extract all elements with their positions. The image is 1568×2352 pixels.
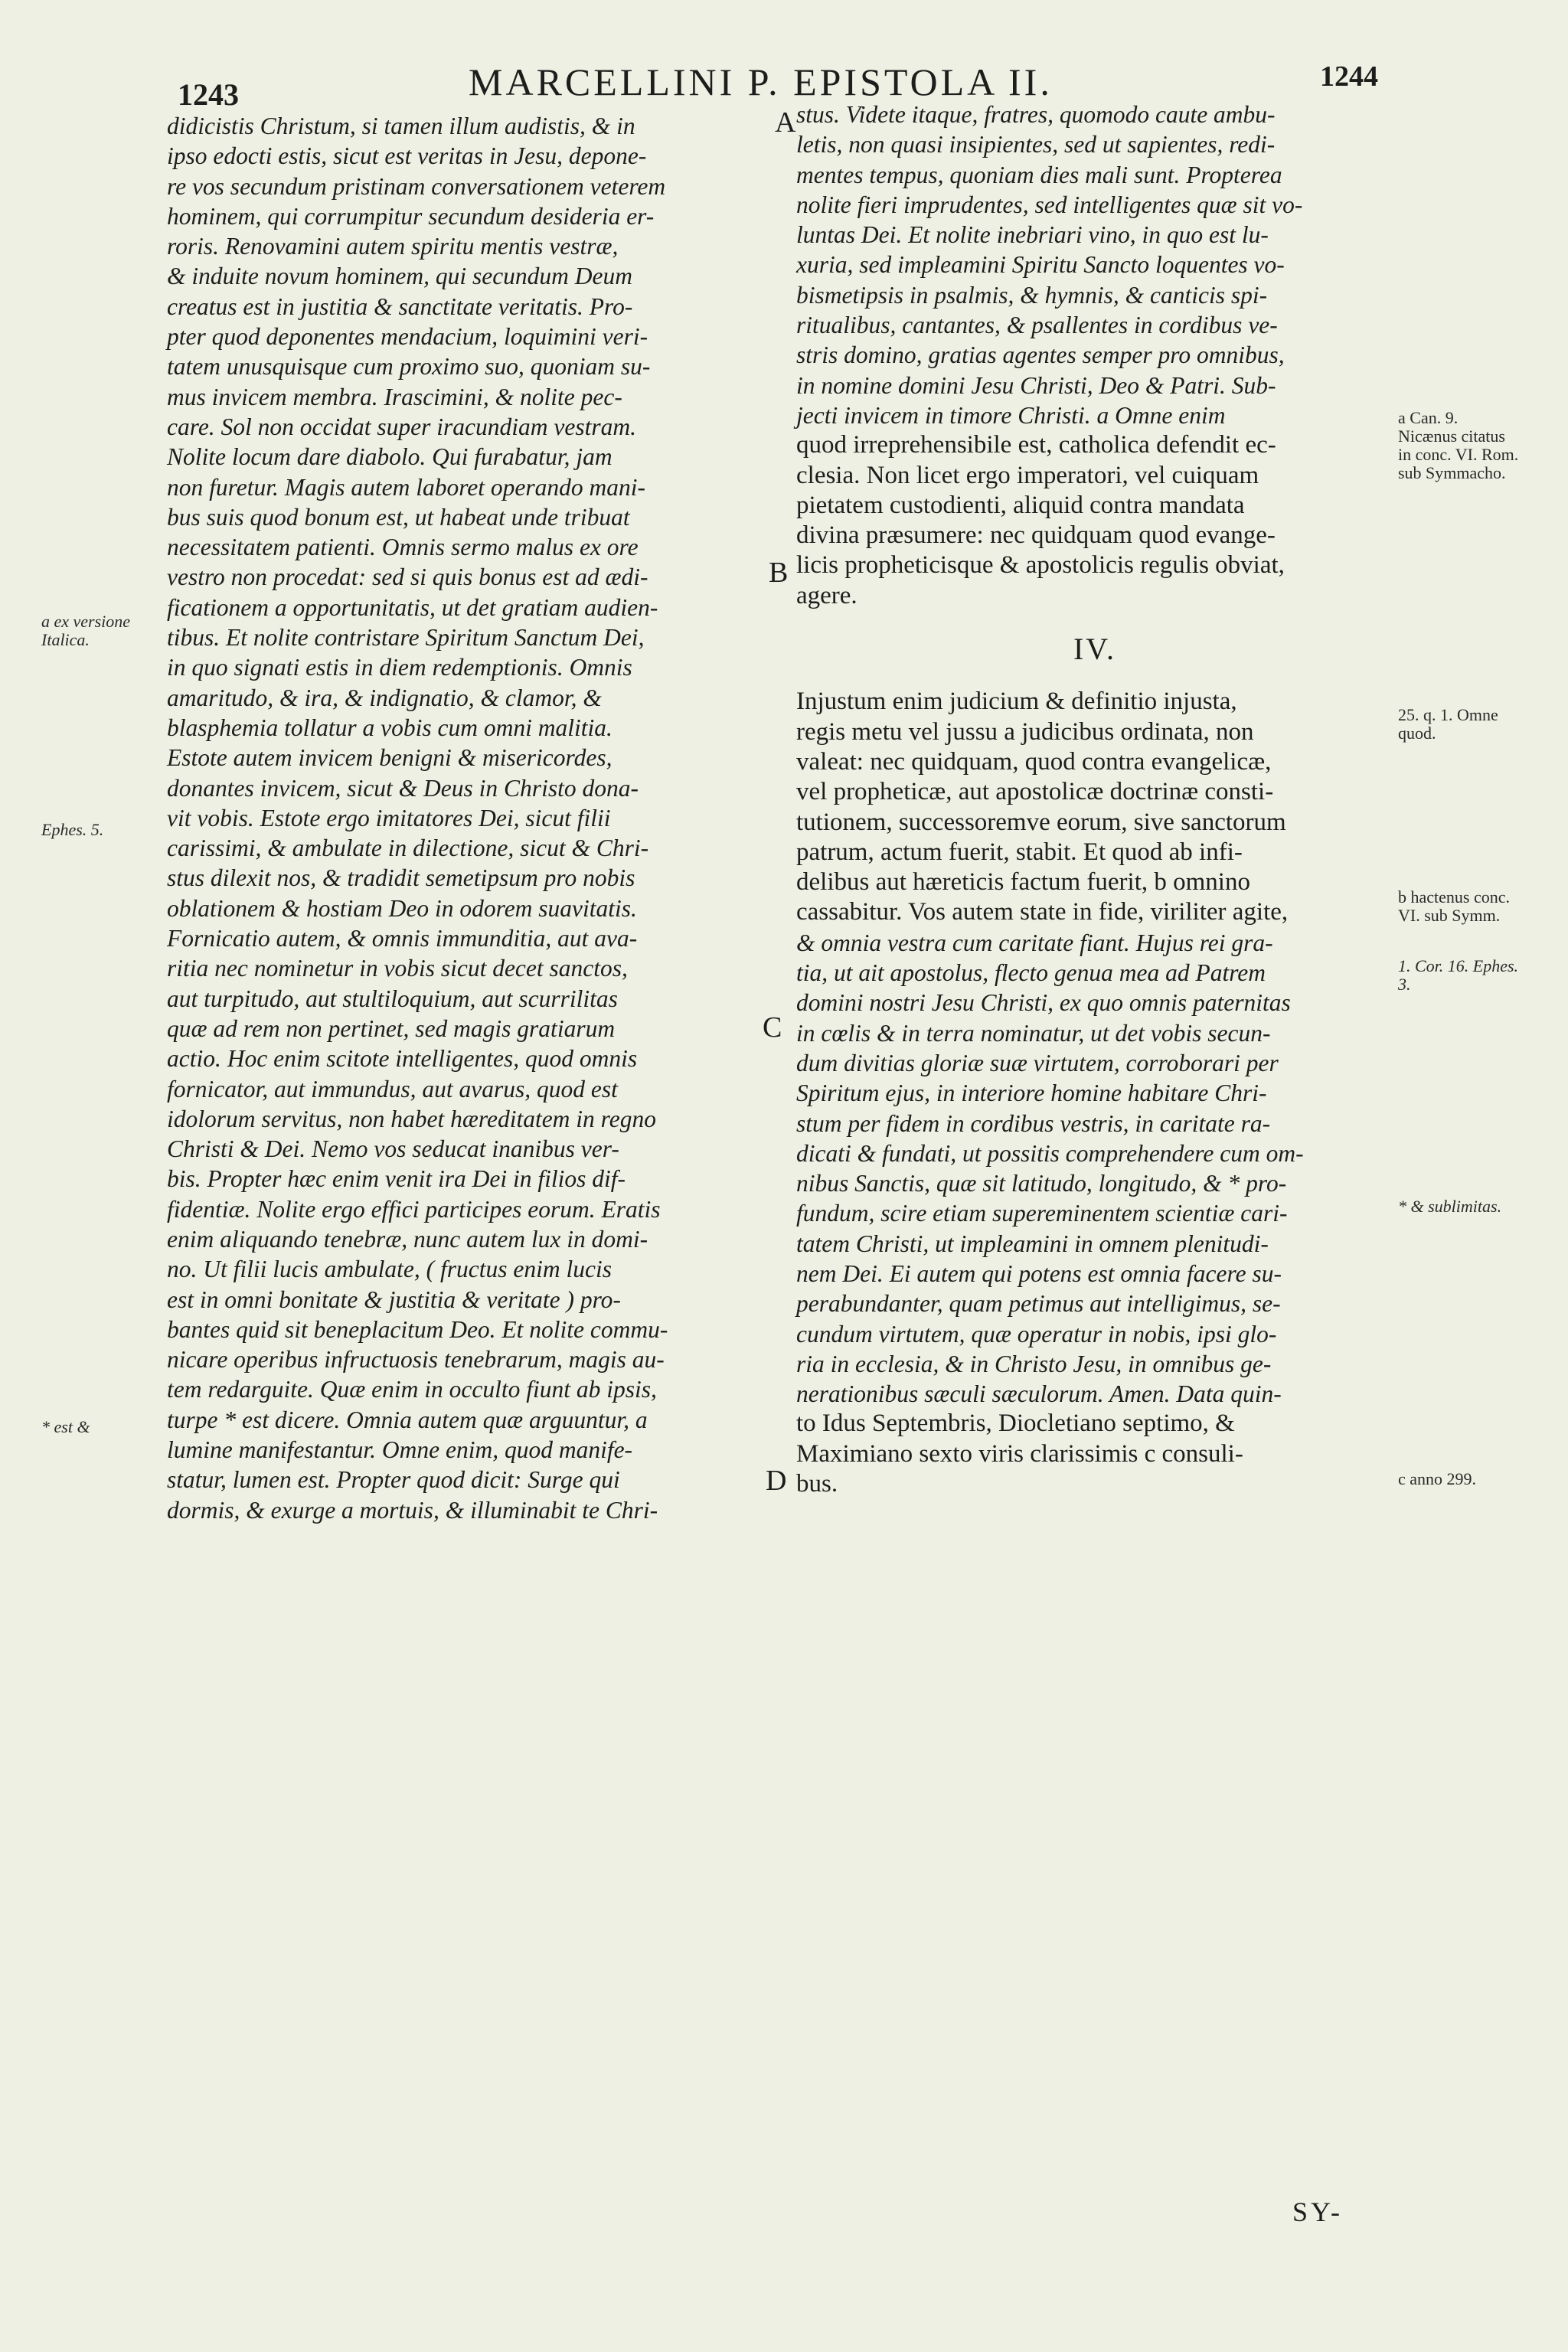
text-line: regis metu vel jussu a judicibus ordinata, non (796, 717, 1254, 746)
text-line: ficationem a opportunitatis, ut det gratiam audien- (167, 593, 658, 621)
text-line: quod irreprehensibile est, catholica defendit ec- (796, 431, 1276, 459)
text-line: aut turpitudo, aut stultiloquium, aut scurrilitas (167, 985, 618, 1012)
text-line: vit vobis. Estote ergo imitatores Dei, sicut filii (167, 804, 611, 831)
right-column-part-b (796, 687, 1393, 1499)
section-marker-a: A (775, 106, 796, 139)
text-line: nem Dei. Ei autem qui potens est omnia facere su- (796, 1259, 1282, 1287)
text-line: cassabitur. Vos autem state in fide, viriliter agite, (796, 898, 1289, 926)
text-line: tibus. Et nolite contristare Spiritum Sanctum Dei, (167, 624, 645, 652)
text-line: est in omni bonitate & justitia & veritate ) pro- (167, 1285, 621, 1313)
text-line: valeat: nec quidquam, quod contra evangelicæ, (796, 747, 1272, 776)
text-line: fidentiæ. Nolite ergo effici participes eorum. Eratis (167, 1195, 661, 1223)
text-line: bus suis quod bonum est, ut habeat unde tribuat (167, 503, 630, 531)
text-line: lumine manifestantur. Omne enim, quod manife- (167, 1436, 633, 1464)
text-line: pietatem custodienti, aliquid contra mandata (796, 491, 1245, 519)
text-line: mus invicem membra. Irascimini, & nolite pec- (167, 383, 622, 410)
text-line: clesia. Non licet ergo imperatori, vel cuiquam (796, 461, 1259, 489)
right-column (796, 100, 1393, 1499)
text-line: donantes invicem, sicut & Deus in Christo dona- (167, 774, 639, 802)
left-column (167, 111, 772, 1525)
text-line: dormis, & exurge a mortuis, & illuminabit te Chri- (167, 1496, 658, 1524)
text-line: stus. Videte itaque, fratres, quomodo caute ambu- (796, 101, 1276, 128)
text-line: carissimi, & ambulate in dilectione, sicut & Chri- (167, 835, 649, 862)
text-line: bis. Propter hæc enim venit ira Dei in filios dif- (167, 1165, 626, 1193)
text-line: patrum, actum fuerit, stabit. Et quod ab infi- (796, 838, 1243, 866)
text-line: ritia nec nominetur in vobis sicut decet sanctos, (167, 955, 628, 982)
text-line: perabundanter, quam petimus aut intelligimus, se- (796, 1290, 1281, 1318)
text-line: dicati & fundati, ut possitis comprehendere cum om- (796, 1139, 1304, 1167)
text-line: vestro non procedat: sed si quis bonus est ad ædi- (167, 564, 648, 591)
text-line: in nomine domini Jesu Christi, Deo & Patri. Sub- (796, 371, 1276, 399)
right-column-part-a (796, 100, 1393, 611)
margin-note-left-a: a ex versione Italica. (41, 612, 131, 649)
text-line: Maximiano sexto viris clarissimis c consuli- (796, 1439, 1243, 1468)
text-line: no. Ut filii lucis ambulate, ( fructus enim lucis (167, 1256, 612, 1283)
text-line: fornicator, aut immundus, aut avarus, quod est (167, 1075, 618, 1102)
text-line: dum divitias gloriæ suæ virtutem, corroborari per (796, 1049, 1279, 1076)
text-line: idolorum servitus, non habet hæreditatem in regno (167, 1105, 656, 1132)
text-line: necessitatem patienti. Omnis sermo malus ex ore (167, 534, 639, 561)
page-number-left: 1243 (178, 77, 239, 112)
section-marker-d: D (766, 1465, 787, 1497)
text-line: amaritudo, & ira, & indignatio, & clamor, & (167, 684, 602, 711)
text-line: re vos secundum pristinam conversationem veterem (167, 172, 666, 200)
text-line: ria in ecclesia, & in Christo Jesu, in omnibus ge- (796, 1350, 1272, 1377)
text-line: nolite fieri imprudentes, sed intelligentes quæ sit vo- (796, 191, 1303, 218)
text-line: Spiritum ejus, in interiore homine habitare Chri- (796, 1080, 1267, 1107)
text-line: statur, lumen est. Propter quod dicit: Surge qui (167, 1466, 620, 1494)
text-line: tia, ut ait apostolus, flecto genua mea ad Patrem (796, 959, 1266, 987)
text-line: bantes quid sit beneplacitum Deo. Et nolite commu- (167, 1315, 668, 1343)
text-line: bus. (796, 1470, 838, 1498)
text-line: luntas Dei. Et nolite inebriari vino, in quo est lu- (796, 221, 1269, 249)
text-line: tem redarguite. Quæ enim in occulto fiunt ab ipsis, (167, 1376, 657, 1403)
text-line: nibus Sanctis, quæ sit latitudo, longitudo, & * pro- (796, 1170, 1287, 1197)
text-line: bismetipsis in psalmis, & hymnis, & canticis spi- (796, 281, 1268, 309)
margin-note-right-c: c anno 299. (1398, 1469, 1477, 1488)
text-line: agere. (796, 581, 858, 609)
text-line: actio. Hoc enim scitote intelligentes, quod omnis (167, 1045, 638, 1073)
text-line: vel propheticæ, aut apostolicæ doctrinæ consti- (796, 778, 1274, 806)
running-title: MARCELLINI P. EPISTOLA II. (469, 60, 1053, 103)
text-line: nerationibus sæculi sæculorum. Amen. Data quin- (796, 1380, 1282, 1408)
text-line: Injustum enim judicium & definitio injusta, (796, 688, 1237, 716)
margin-note-left-est: * est & (41, 1417, 90, 1436)
text-line: Nolite locum dare diabolo. Qui furabatur, jam (167, 443, 612, 471)
text-line: nicare operibus infructuosis tenebrarum, magis au- (167, 1346, 665, 1374)
text-line: tatem Christi, ut impleamini in omnem plenitudi- (796, 1230, 1269, 1257)
text-line: cundum virtutem, quæ operatur in nobis, ipsi glo- (796, 1320, 1277, 1348)
text-line: stum per fidem in cordibus vestris, in caritate ra- (796, 1109, 1271, 1137)
text-line: quæ ad rem non pertinet, sed magis gratiarum (167, 1014, 616, 1042)
section-marker-c: C (763, 1011, 782, 1044)
text-line: Fornicatio autem, & omnis immunditia, aut ava- (167, 925, 638, 952)
text-line: xuria, sed impleamini Spiritu Sancto loquentes vo- (796, 251, 1285, 279)
text-line: domini nostri Jesu Christi, ex quo omnis paternitas (796, 989, 1291, 1017)
page-number-right: 1244 (1320, 60, 1378, 93)
margin-note-right-star: * & sublimitas. (1398, 1197, 1502, 1216)
text-line: creatus est in justitia & sanctitate veritatis. Pro- (167, 292, 633, 320)
text-line: & omnia vestra cum caritate fiant. Hujus rei gra- (796, 929, 1273, 956)
text-line: tutionem, successoremve eorum, sive sanctorum (796, 808, 1286, 836)
margin-note-right-a: a Can. 9. Nicænus citatus in conc. VI. Rom. sub Symmacho. (1398, 408, 1519, 482)
text-line: delibus aut hæreticis factum fuerit, b omnino (796, 868, 1250, 897)
text-line: to Idus Septembris, Diocletiano septimo, & (796, 1410, 1235, 1438)
text-line: hominem, qui corrumpitur secundum desideria er- (167, 202, 655, 230)
text-line: blasphemia tollatur a vobis cum omni malitia. (167, 714, 612, 741)
margin-note-left-ephes: Ephes. 5. (41, 820, 104, 839)
section-heading: IV. (1073, 632, 1117, 667)
text-line: in quo signati estis in diem redemptionis. Omnis (167, 654, 632, 681)
text-line: stris domino, gratias agentes semper pro omnibus, (796, 341, 1285, 369)
text-line: mentes tempus, quoniam dies mali sunt. Propterea (796, 161, 1282, 188)
text-line: ipso edocti estis, sicut est veritas in Jesu, depone- (167, 142, 647, 170)
text-line: turpe * est dicere. Omnia autem quæ arguuntur, a (167, 1406, 648, 1433)
text-line: in cœlis & in terra nominatur, ut det vobis secun- (796, 1019, 1271, 1047)
text-line: ritualibus, cantantes, & psallentes in cordibus ve- (796, 312, 1278, 339)
text-line: licis propheticisque & apostolicis regulis obviat, (796, 551, 1285, 580)
text-line: roris. Renovamini autem spiritu mentis vestræ, (167, 233, 619, 260)
margin-note-right-25q: 25. q. 1. Omne quod. (1398, 705, 1498, 743)
text-line: jecti invicem in timore Christi. a Omne enim (796, 401, 1226, 429)
signature-mark: SY- (1292, 2197, 1344, 2227)
text-line: didicistis Christum, si tamen illum audistis, & in (167, 113, 635, 139)
text-line: non furetur. Magis autem laboret operando mani- (167, 473, 646, 501)
section-marker-b: B (769, 557, 789, 589)
margin-note-right-b: b hactenus conc. VI. sub Symm. (1398, 887, 1510, 925)
text-line: oblationem & hostiam Deo in odorem suavitatis. (167, 894, 637, 922)
text-line: divina præsumere: nec quidquam quod evange- (796, 521, 1276, 550)
text-line: tatem unusquisque cum proximo suo, quoniam su- (167, 353, 651, 381)
text-line: Christi & Dei. Nemo vos seducat inanibus ver- (167, 1135, 619, 1163)
text-line: care. Sol non occidat super iracundiam vestram. (167, 413, 636, 440)
text-line: fundum, scire etiam supereminentem scientiæ cari- (796, 1200, 1288, 1227)
text-line: stus dilexit nos, & tradidit semetipsum pro nobis (167, 864, 635, 892)
margin-note-right-cor: 1. Cor. 16. Ephes. 3. (1398, 956, 1519, 994)
text-line: letis, non quasi insipientes, sed ut sapientes, redi- (796, 131, 1276, 158)
text-line: pter quod deponentes mendacium, loquimini veri- (167, 323, 648, 351)
text-line: & induite novum hominem, qui secundum Deum (167, 263, 633, 290)
text-line: enim aliquando tenebræ, nunc autem lux in domi- (167, 1225, 648, 1253)
text-line: Estote autem invicem benigni & misericordes, (167, 744, 612, 772)
